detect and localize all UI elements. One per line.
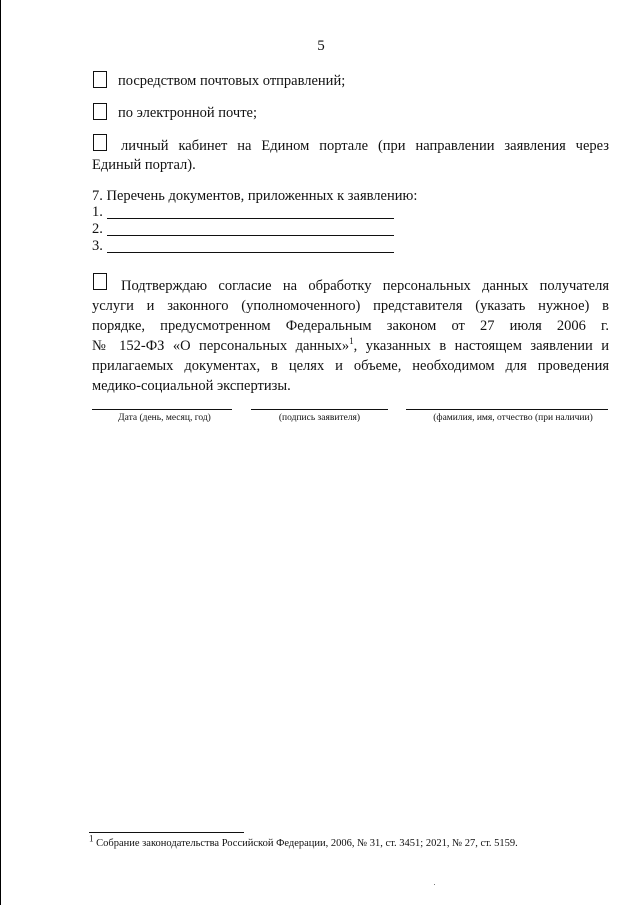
document-item-number: 3. (92, 238, 103, 254)
option-email-label: по электронной почте; (118, 105, 258, 121)
page-number: 5 (317, 38, 325, 54)
footnote-separator (89, 832, 244, 833)
consent-text-line5: прилагаемых документах, в целях и объеме, необходимом для проведения (92, 358, 609, 374)
full-name-label: (фамилия, имя, отчество (при наличии) (433, 413, 593, 423)
document-item-number: 2. (92, 221, 103, 237)
law-title: № 152-ФЗ «О персональных данных» (92, 338, 350, 354)
consent-text-line4-rest: , указанных в настоящем заявлении и (353, 338, 609, 354)
documents-heading: 7. Перечень документов, приложенных к заявлению: (92, 188, 418, 204)
consent-text-line1: Подтверждаю согласие на обработку персональных данных получателя (121, 278, 609, 294)
document-item-field-3[interactable] (107, 252, 394, 253)
date-signature-line[interactable] (92, 409, 232, 410)
footnote (89, 833, 518, 849)
option-postal-label: посредством почтовых отправлений; (118, 73, 346, 89)
consent-text-line3: порядке, предусмотренном Федеральным законом от 27 июля 2006 г. (92, 318, 609, 334)
document-item-field-1[interactable] (107, 218, 394, 219)
consent-text-line4 (92, 337, 609, 356)
full-name-signature-line[interactable] (406, 409, 608, 410)
scan-speck (434, 884, 435, 885)
consent-text-line6: медико-социальной экспертизы. (92, 378, 291, 394)
footnote-marker: 1 (89, 833, 94, 844)
checkbox-portal[interactable] (93, 134, 107, 151)
consent-text-line2: услуги и законного (уполномоченного) представителя (указать нужное) в (92, 298, 609, 314)
document-item-field-2[interactable] (107, 235, 394, 236)
option-portal-label-line1: личный кабинет на Едином портале (при направлении заявления через (121, 138, 609, 154)
signature-label: (подпись заявителя) (278, 413, 361, 423)
checkbox-email[interactable] (93, 103, 107, 120)
applicant-signature-line[interactable] (251, 409, 388, 410)
footnote-ref: 1 (349, 336, 354, 347)
checkbox-consent[interactable] (93, 273, 107, 290)
option-portal-label-line2: Единый портал). (92, 157, 196, 173)
document-item-number: 1. (92, 204, 103, 220)
date-label: Дата (день, месяц, год) (118, 413, 211, 423)
footnote-text: Собрание законодательства Российской Федерации, 2006, № 31, ст. 3451; 2021, № 27, ст. 5159. (93, 838, 518, 849)
checkbox-postal[interactable] (93, 71, 107, 88)
